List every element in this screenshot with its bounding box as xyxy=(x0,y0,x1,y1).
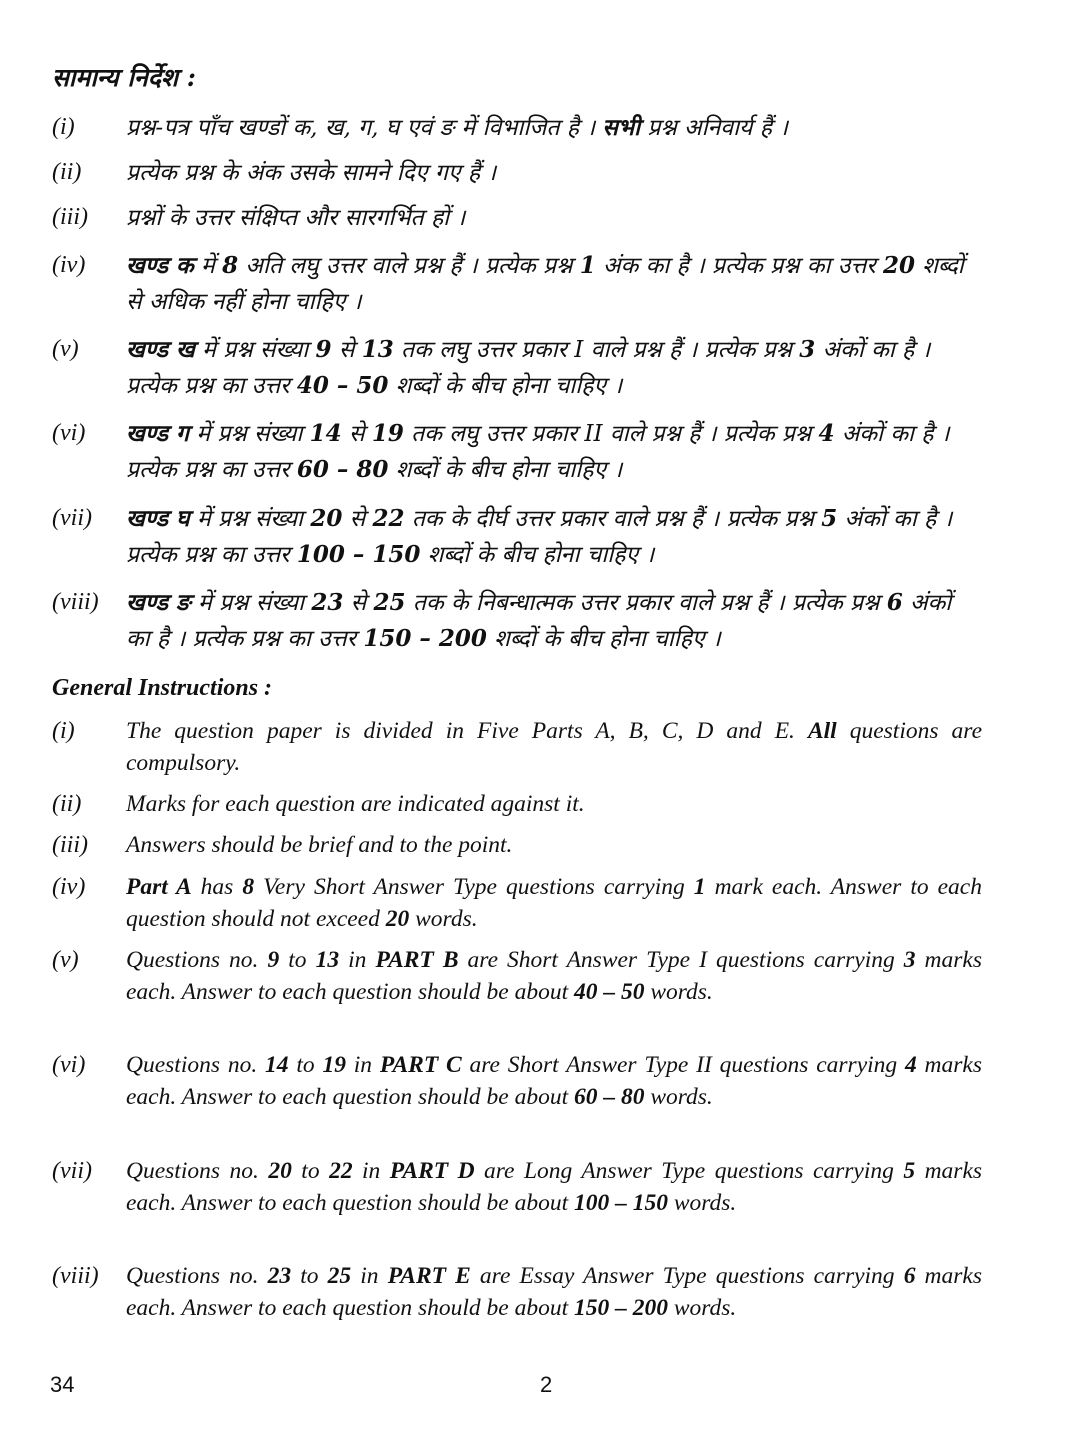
bold-text-segment: Part A xyxy=(126,874,192,900)
bold-text-segment: खण्ड ख xyxy=(126,336,195,363)
bold-text-segment: 23 xyxy=(267,1263,292,1289)
bold-text-segment: 20 xyxy=(310,505,343,532)
bold-text-segment: 22 xyxy=(372,505,405,532)
text-segment: शब्दों के बीच होना चाहिए । xyxy=(486,626,721,652)
text-segment: Questions no. xyxy=(126,1158,269,1184)
instruction-number: (viii) xyxy=(52,1263,99,1289)
bold-text-segment: सभी xyxy=(602,114,641,141)
english-heading: General Instructions : xyxy=(52,675,273,701)
bold-text-segment: 100 – 150 xyxy=(573,1189,668,1216)
bold-text-segment: खण्ड घ xyxy=(126,505,190,532)
instruction-text xyxy=(126,110,982,146)
bold-text-segment: 8 xyxy=(242,874,255,900)
text-segment: में प्रश्न संख्या xyxy=(189,506,311,532)
bold-text-segment: 100 – 150 xyxy=(296,541,421,568)
text-segment: to xyxy=(279,947,316,973)
bold-text-segment: 20 xyxy=(882,252,915,279)
text-segment: तक के दीर्घ उत्तर प्रकार वाले प्रश्न हैं । प्रत्येक प्रश्न xyxy=(404,506,822,532)
bold-text-segment: 5 xyxy=(821,505,838,532)
bold-text-segment: 9 xyxy=(315,336,332,363)
text-segment: में प्रश्न संख्या xyxy=(194,337,316,363)
bold-text-segment: 3 xyxy=(799,336,816,363)
text-segment: शब्दों के बीच होना चाहिए । xyxy=(388,373,623,399)
text-segment: are Short Answer Type II questions carrying xyxy=(461,1052,905,1078)
text-segment: से xyxy=(342,506,373,532)
bold-text-segment: 4 xyxy=(818,420,835,447)
instruction-text xyxy=(126,1261,982,1324)
text-segment: अंकों का है । प्रत्येक प्रश्न का उत्तर xyxy=(126,590,952,652)
text-segment: marks each. Answer to each question should be about xyxy=(126,1158,983,1216)
instruction-number: (v) xyxy=(52,947,79,973)
instruction-text xyxy=(126,332,982,404)
text-segment: शब्दों के बीच होना चाहिए । xyxy=(420,542,655,568)
instruction-number: (vi) xyxy=(52,1052,86,1078)
instruction-number: (i) xyxy=(52,718,75,744)
bold-text-segment: 14 xyxy=(265,1052,289,1078)
bold-text-segment: 20 xyxy=(268,1158,292,1184)
bold-text-segment: PART C xyxy=(379,1052,462,1078)
bold-text-segment: PART E xyxy=(387,1263,471,1289)
text-segment: in xyxy=(339,947,376,973)
instruction-number: (v) xyxy=(52,336,79,362)
instruction-number: (vii) xyxy=(52,505,92,531)
page-number: 2 xyxy=(540,1372,553,1397)
bold-text-segment: 1 xyxy=(579,252,596,279)
text-segment: marks each. Answer to each question should be about xyxy=(126,1263,983,1321)
text-segment: अति लघु उत्तर वाले प्रश्न हैं । प्रत्येक प्रश्न xyxy=(238,253,580,279)
text-segment: are Essay Answer Type questions carrying xyxy=(470,1263,904,1289)
text-segment: words. xyxy=(667,1189,737,1216)
text-segment: in xyxy=(352,1158,390,1184)
text-segment: Questions no. xyxy=(126,1052,266,1078)
instruction-text xyxy=(126,945,982,1008)
instruction-number: (iv) xyxy=(52,252,86,278)
bold-text-segment: 19 xyxy=(371,420,404,447)
bold-text-segment: 4 xyxy=(904,1052,917,1078)
instruction-text xyxy=(126,872,982,935)
text-segment: words. xyxy=(667,1294,737,1321)
text-segment: में प्रश्न संख्या xyxy=(190,590,312,616)
bold-text-segment: All xyxy=(807,718,837,744)
bold-text-segment: 40 – 50 xyxy=(573,978,645,1005)
text-segment: questions are compulsory. xyxy=(126,718,982,776)
instruction-text xyxy=(126,716,982,779)
text-segment: में प्रश्न संख्या xyxy=(189,421,310,447)
bold-text-segment: 3 xyxy=(903,947,916,973)
instruction-text xyxy=(126,789,982,821)
bold-text-segment: 25 xyxy=(327,1263,352,1289)
bold-text-segment: 1 xyxy=(693,874,706,900)
instruction-number: (ii) xyxy=(52,159,82,185)
text-segment: तक लघु उत्तर प्रकार II वाले प्रश्न हैं । प्रत्येक प्रश्न xyxy=(403,421,819,447)
bold-text-segment: 150 – 200 xyxy=(573,1294,668,1321)
bold-text-segment: 19 xyxy=(322,1052,346,1078)
bold-text-segment: 6 xyxy=(886,589,903,616)
text-segment: to xyxy=(288,1052,323,1078)
instruction-text xyxy=(126,585,982,657)
text-segment: से xyxy=(343,590,374,616)
bold-text-segment: 40 – 50 xyxy=(296,372,389,399)
text-segment: The question paper is divided in Five Parts A, B, C, D and E. xyxy=(126,718,808,744)
text-segment: शब्दों के बीच होना चाहिए । xyxy=(388,457,623,483)
bold-text-segment: 9 xyxy=(267,947,280,973)
bold-text-segment: 60 – 80 xyxy=(296,456,389,483)
text-segment: in xyxy=(351,1263,388,1289)
instruction-text xyxy=(126,501,982,573)
instruction-number: (vii) xyxy=(52,1158,92,1184)
bold-text-segment: खण्ड क xyxy=(126,252,194,279)
text-segment: तक के निबन्धात्मक उत्तर प्रकार वाले प्रश्न हैं । प्रत्येक प्रश्न xyxy=(405,590,887,616)
text-segment: अंक का है । प्रत्येक प्रश्न का उत्तर xyxy=(595,253,883,279)
instruction-number: (iv) xyxy=(52,874,86,900)
bold-text-segment: खण्ड ङ xyxy=(126,589,191,616)
text-segment: Questions no. xyxy=(126,947,268,973)
instruction-number: (viii) xyxy=(52,589,99,615)
bold-text-segment: 13 xyxy=(361,336,394,363)
instruction-number: (ii) xyxy=(52,791,82,817)
text-segment: अंकों का है । प्रत्येक प्रश्न का उत्तर xyxy=(126,337,931,399)
instruction-text xyxy=(126,1050,982,1113)
bold-text-segment: 8 xyxy=(222,252,239,279)
instruction-number: (iii) xyxy=(52,204,88,230)
bold-text-segment: 6 xyxy=(903,1263,916,1289)
text-segment: प्रत्येक प्रश्न के अंक उसके सामने दिए गए हैं । xyxy=(126,160,497,186)
instruction-text xyxy=(126,155,982,191)
text-segment: में xyxy=(193,253,223,279)
bold-text-segment: 150 – 200 xyxy=(363,625,487,652)
instruction-number: (iii) xyxy=(52,832,88,858)
text-segment: अंकों का है । प्रत्येक प्रश्न का उत्तर xyxy=(126,506,953,568)
text-segment: प्रश्नों के उत्तर संक्षिप्त और सारगर्भित हों । xyxy=(126,205,466,231)
instruction-text xyxy=(126,1156,982,1219)
text-segment: अंकों का है । प्रत्येक प्रश्न का उत्तर xyxy=(126,421,950,483)
text-segment: words. xyxy=(409,905,478,932)
text-segment: has xyxy=(191,874,243,900)
text-segment: to xyxy=(291,1263,328,1289)
bold-text-segment: 22 xyxy=(329,1158,353,1184)
instruction-number: (i) xyxy=(52,114,75,140)
text-segment: Answers should be brief and to the point. xyxy=(126,832,513,858)
paper-code: 34 xyxy=(50,1372,75,1397)
text-segment: marks each. Answer to each question should be about xyxy=(126,947,982,1005)
hindi-heading: सामान्य निर्देश : xyxy=(52,63,196,92)
bold-text-segment: 14 xyxy=(309,420,342,447)
text-segment: तक लघु उत्तर प्रकार I वाले प्रश्न हैं । प्रत्येक प्रश्न xyxy=(393,337,800,363)
instruction-text xyxy=(126,830,982,862)
bold-text-segment: 23 xyxy=(311,589,344,616)
bold-text-segment: 5 xyxy=(903,1158,916,1184)
text-segment: mark each. Answer to each question should not exceed xyxy=(126,874,982,932)
text-segment: to xyxy=(291,1158,330,1184)
instruction-text xyxy=(126,200,982,236)
text-segment: से xyxy=(331,337,362,363)
text-segment: are Short Answer Type I questions carrying xyxy=(458,947,904,973)
text-segment: Very Short Answer Type questions carrying xyxy=(254,874,694,900)
bold-text-segment: 20 xyxy=(385,905,410,932)
bold-text-segment: PART B xyxy=(375,947,459,973)
text-segment: words. xyxy=(644,978,713,1005)
text-segment: marks each. Answer to each question should be about xyxy=(126,1052,982,1110)
bold-text-segment: 13 xyxy=(315,947,340,973)
text-segment: Questions no. xyxy=(126,1263,268,1289)
text-segment: words. xyxy=(644,1083,713,1110)
bold-text-segment: 25 xyxy=(373,589,406,616)
text-segment: Marks for each question are indicated against it. xyxy=(126,791,585,817)
bold-text-segment: PART D xyxy=(389,1158,475,1184)
instruction-text xyxy=(126,248,982,320)
text-segment: शब्दों से अधिक नहीं होना चाहिए । xyxy=(126,253,964,315)
text-segment: प्रश्न अनिवार्य हैं । xyxy=(640,115,788,141)
text-segment: से xyxy=(341,421,372,447)
instruction-text xyxy=(126,416,982,488)
text-segment: प्रश्न-पत्र पाँच खण्डों क, ख, ग, घ एवं ङ में विभाजित है । xyxy=(126,115,603,141)
instruction-number: (vi) xyxy=(52,420,86,446)
text-segment: in xyxy=(345,1052,380,1078)
text-segment: are Long Answer Type questions carrying xyxy=(474,1158,904,1184)
bold-text-segment: खण्ड ग xyxy=(126,420,190,447)
bold-text-segment: 60 – 80 xyxy=(573,1083,645,1110)
